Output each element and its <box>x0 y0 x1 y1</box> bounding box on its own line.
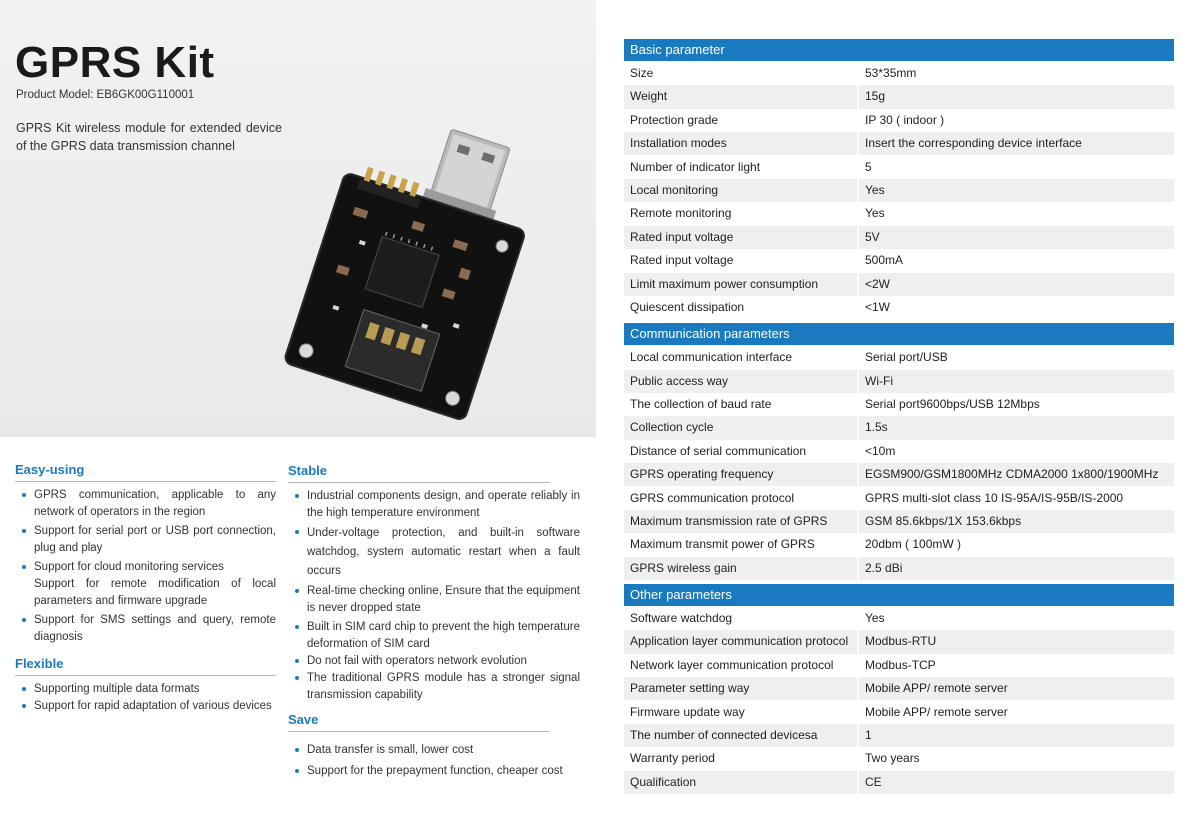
param-value: 53*35mm <box>865 66 917 80</box>
list-item: Support for remote modification of local parameters and firmware upgrade <box>34 578 276 607</box>
param-name: Collection cycle <box>624 416 857 439</box>
param-value: EGSM900/GSM1800MHz CDMA2000 1x800/1900MHz <box>859 463 1174 486</box>
param-name: Maximum transmission rate of GPRS <box>624 510 857 533</box>
param-value: GPRS multi-slot class 10 IS-95A/IS-95B/IS-2000 <box>865 490 1124 505</box>
list-item: Support for cloud monitoring services <box>15 559 276 576</box>
param-name: Qualification <box>624 771 857 794</box>
param-name: Public access way <box>624 370 857 393</box>
param-value: Yes <box>865 611 885 626</box>
param-name: Local monitoring <box>624 179 857 202</box>
group-communication-rows <box>624 346 1174 580</box>
param-name: GPRS wireless gain <box>624 557 857 580</box>
param-name: Firmware update way <box>630 704 745 719</box>
table-row <box>624 62 1174 85</box>
param-value: Wi-Fi <box>859 370 1174 393</box>
section-save <box>288 712 580 780</box>
table-row <box>624 156 1174 179</box>
table-row <box>624 226 1174 249</box>
param-name: Warranty period <box>630 751 715 766</box>
list-item: Support for the prepayment function, cheaper cost <box>288 763 580 780</box>
param-name: Application layer communication protocol <box>624 630 857 653</box>
param-value: Mobile APP/ remote server <box>865 704 1008 719</box>
param-value: <2W <box>859 273 1174 296</box>
group-basic-rows <box>624 62 1174 319</box>
param-name: Number of indicator light <box>630 159 761 174</box>
group-header-other: Other parameters <box>624 584 1174 606</box>
table-row <box>624 724 1174 747</box>
param-value: <10m <box>865 443 896 458</box>
list-item: Supporting multiple data formats <box>15 681 276 698</box>
param-name: The number of connected devicesa <box>624 724 857 747</box>
table-row <box>624 487 1174 510</box>
list-item: The traditional GPRS module has a stronger signal transmission capability <box>288 670 580 704</box>
table-row <box>624 510 1174 533</box>
list-item: Do not fail with operators network evolution <box>288 653 580 670</box>
param-name: Weight <box>624 85 857 108</box>
param-name: Maximum transmit power of GPRS <box>630 537 815 552</box>
param-name: GPRS operating frequency <box>624 463 857 486</box>
table-row <box>624 747 1174 770</box>
param-value: CE <box>859 771 1174 794</box>
list-item: Under-voltage protection, and built-in software watchdog, system automatic restart when a fault occurs <box>288 524 580 581</box>
param-name: Network layer communication protocol <box>630 657 834 672</box>
param-name: GPRS communication protocol <box>630 490 795 505</box>
table-row <box>624 557 1174 580</box>
table-row <box>624 533 1174 556</box>
section-easy-using <box>15 462 276 646</box>
list-item: Data transfer is small, lower cost <box>288 742 580 759</box>
group-header-basic: Basic parameter <box>624 39 1174 61</box>
param-value: Yes <box>865 206 885 221</box>
table-row <box>624 202 1174 225</box>
table-row <box>624 654 1174 677</box>
table-row <box>624 109 1174 132</box>
table-row <box>624 179 1174 202</box>
group-header-communication: Communication parameters <box>624 323 1174 345</box>
param-name: Installation modes <box>624 132 857 155</box>
param-value: 1.5s <box>859 416 1174 439</box>
param-name: Local communication interface <box>630 350 793 365</box>
page-title: GPRS Kit <box>15 38 215 87</box>
table-row <box>624 771 1174 794</box>
param-name: Software watchdog <box>630 611 733 626</box>
param-name: Rated input voltage <box>624 226 857 249</box>
param-value: Modbus-TCP <box>865 657 936 672</box>
parameter-table <box>624 39 1174 794</box>
param-value: 500mA <box>865 253 904 268</box>
param-value: Mobile APP/ remote server <box>859 677 1174 700</box>
param-name: Remote monitoring <box>630 206 732 221</box>
table-row <box>624 416 1174 439</box>
param-value: Serial port9600bps/USB 12Mbps <box>865 396 1040 411</box>
group-other-rows <box>624 607 1174 794</box>
param-value: 20dbm ( 100mW ) <box>865 537 962 552</box>
list-item: Support for rapid adaptation of various devices <box>15 698 276 715</box>
list-item: Support for serial port or USB port connection, plug and play <box>15 523 276 557</box>
param-value: 5V <box>859 226 1174 249</box>
product-intro: GPRS Kit wireless module for extended device of the GPRS data transmission channel <box>16 121 282 153</box>
table-row <box>624 607 1174 630</box>
param-value: Insert the corresponding device interface <box>859 132 1174 155</box>
table-row <box>624 630 1174 653</box>
param-value: 1 <box>859 724 1174 747</box>
hero-section <box>0 0 596 437</box>
section-stable <box>288 463 580 704</box>
param-value: <1W <box>865 299 891 314</box>
list-item: Industrial components design, and operate reliably in the high temperature environment <box>288 488 580 522</box>
table-row <box>624 132 1174 155</box>
table-row <box>624 85 1174 108</box>
gprs-module-image <box>270 125 540 425</box>
param-value: GSM 85.6kbps/1X 153.6kbps <box>859 510 1174 533</box>
param-name: Size <box>630 66 654 80</box>
table-row <box>624 677 1174 700</box>
table-row <box>624 249 1174 272</box>
list-item: GPRS communication, applicable to any network of operators in the region <box>15 487 276 521</box>
table-row <box>624 463 1174 486</box>
section-title: Save <box>288 712 550 732</box>
param-value: Serial port/USB <box>865 350 948 365</box>
param-name: Limit maximum power consumption <box>624 273 857 296</box>
table-row <box>624 346 1174 369</box>
table-row <box>624 273 1174 296</box>
param-value: Yes <box>859 179 1174 202</box>
table-row <box>624 370 1174 393</box>
list-item: Built in SIM card chip to prevent the high temperature deformation of SIM card <box>288 619 580 653</box>
param-name: Protection grade <box>630 112 719 127</box>
table-row <box>624 296 1174 319</box>
param-value: Modbus-RTU <box>859 630 1174 653</box>
param-name: The collection of baud rate <box>630 396 772 411</box>
product-model: Product Model: EB6GK00G110001 <box>16 89 195 101</box>
section-title: Flexible <box>15 656 276 676</box>
param-value: Two years <box>865 751 920 766</box>
param-name: Rated input voltage <box>630 253 734 268</box>
table-row <box>624 393 1174 416</box>
section-flexible <box>15 656 276 715</box>
param-value: 15g <box>859 85 1174 108</box>
section-title: Stable <box>288 463 550 483</box>
param-name: Distance of serial communication <box>630 443 807 458</box>
param-name: Parameter setting way <box>624 677 857 700</box>
section-title: Easy-using <box>15 462 276 482</box>
param-value: IP 30 ( indoor ) <box>865 112 945 127</box>
param-value: 2.5 dBi <box>859 557 1174 580</box>
list-item: Support for SMS settings and query, remote diagnosis <box>15 612 276 646</box>
table-row <box>624 701 1174 724</box>
param-value: 5 <box>865 159 872 174</box>
table-row <box>624 440 1174 463</box>
list-item: Real-time checking online, Ensure that the equipment is never dropped state <box>288 583 580 617</box>
param-name: Quiescent dissipation <box>630 299 745 314</box>
